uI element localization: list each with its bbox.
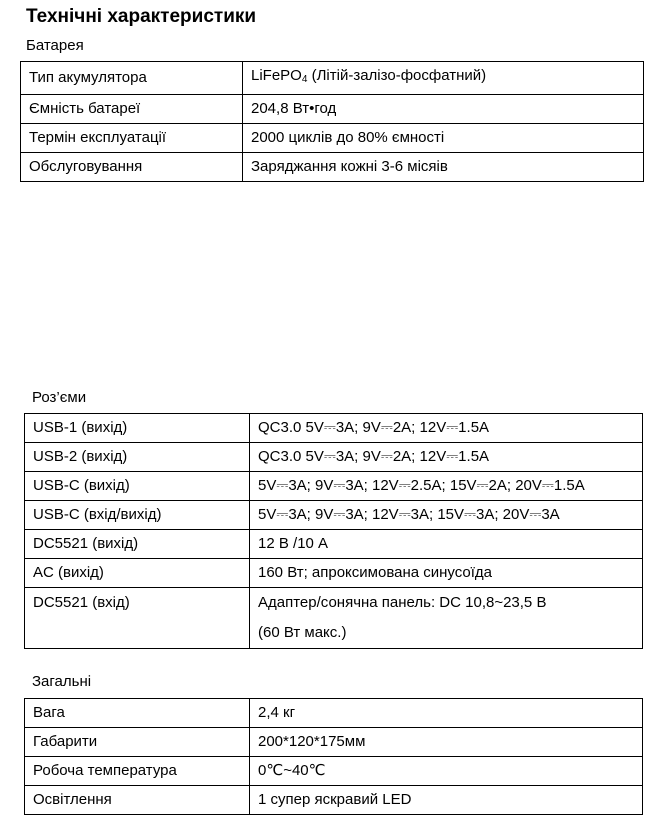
spec-name: USB-C (вихід) xyxy=(25,472,250,501)
spec-name: Вага xyxy=(25,699,250,728)
table-row xyxy=(21,62,644,95)
spec-value: 200*120*175мм xyxy=(250,728,643,757)
table-row xyxy=(21,95,644,124)
table-row xyxy=(21,153,644,182)
spec-name: Термін експлуатації xyxy=(21,124,243,153)
table-row xyxy=(25,728,643,757)
section-label-ports: Роз’єми xyxy=(32,389,87,406)
spec-value: 0℃~40℃ xyxy=(250,757,643,786)
section-label-battery: Батарея xyxy=(26,37,84,54)
spec-value: QC3.0 5V⎓3A; 9V⎓2A; 12V⎓1.5A xyxy=(250,414,643,443)
spec-value: LiFePO$_4$ (Літій-залізо-фосфатний) xyxy=(243,62,644,95)
spec-value: QC3.0 5V⎓3A; 9V⎓2A; 12V⎓1.5A xyxy=(250,443,643,472)
table-row xyxy=(25,699,643,728)
table-row xyxy=(25,414,643,443)
table-row xyxy=(25,786,643,815)
spec-name: USB-1 (вихід) xyxy=(25,414,250,443)
spec-name: Ємність батареї xyxy=(21,95,243,124)
battery-spec-table xyxy=(20,61,644,182)
general-spec-table xyxy=(24,698,643,815)
table-row xyxy=(25,443,643,472)
spec-name: Тип акумулятора xyxy=(21,62,243,95)
table-row xyxy=(21,124,644,153)
spec-value: 2,4 кг xyxy=(250,699,643,728)
spec-name: Габарити xyxy=(25,728,250,757)
spec-value: 2000 циклів до 80% ємності xyxy=(243,124,644,153)
table-row xyxy=(25,472,643,501)
spec-value: 1 супер яскравий LED xyxy=(250,786,643,815)
spec-name: AC (вихід) xyxy=(25,559,250,588)
spec-value: Заряджання кожні 3-6 місяів xyxy=(243,153,644,182)
spec-value: 12 В /10 А xyxy=(250,530,643,559)
table-row xyxy=(25,588,643,649)
spec-name: Робоча температура xyxy=(25,757,250,786)
table-row xyxy=(25,757,643,786)
ports-spec-table xyxy=(24,413,643,649)
section-label-general: Загальні xyxy=(32,673,92,690)
spec-name: DC5521 (вихід) xyxy=(25,530,250,559)
spec-name: USB-2 (вихід) xyxy=(25,443,250,472)
spec-value: Адаптер/сонячна панель: DC 10,8~23,5 В (60 Вт макс.) xyxy=(250,588,643,649)
spec-name: Обслуговування xyxy=(21,153,243,182)
page-title: Технічні характеристики xyxy=(26,6,257,27)
spec-value: 160 Вт; апроксимована синусоїда xyxy=(250,559,643,588)
spec-value: 5V⎓3A; 9V⎓3A; 12V⎓3A; 15V⎓3A; 20V⎓3A xyxy=(250,501,643,530)
spec-name: Освітлення xyxy=(25,786,250,815)
table-row xyxy=(25,501,643,530)
spec-value: 5V⎓3A; 9V⎓3A; 12V⎓2.5A; 15V⎓2A; 20V⎓1.5A xyxy=(250,472,643,501)
table-row xyxy=(25,559,643,588)
spec-value: 204,8 Вт•год xyxy=(243,95,644,124)
table-row xyxy=(25,530,643,559)
spec-name: DC5521 (вхід) xyxy=(25,588,250,649)
spec-name: USB-C (вхід/вихід) xyxy=(25,501,250,530)
